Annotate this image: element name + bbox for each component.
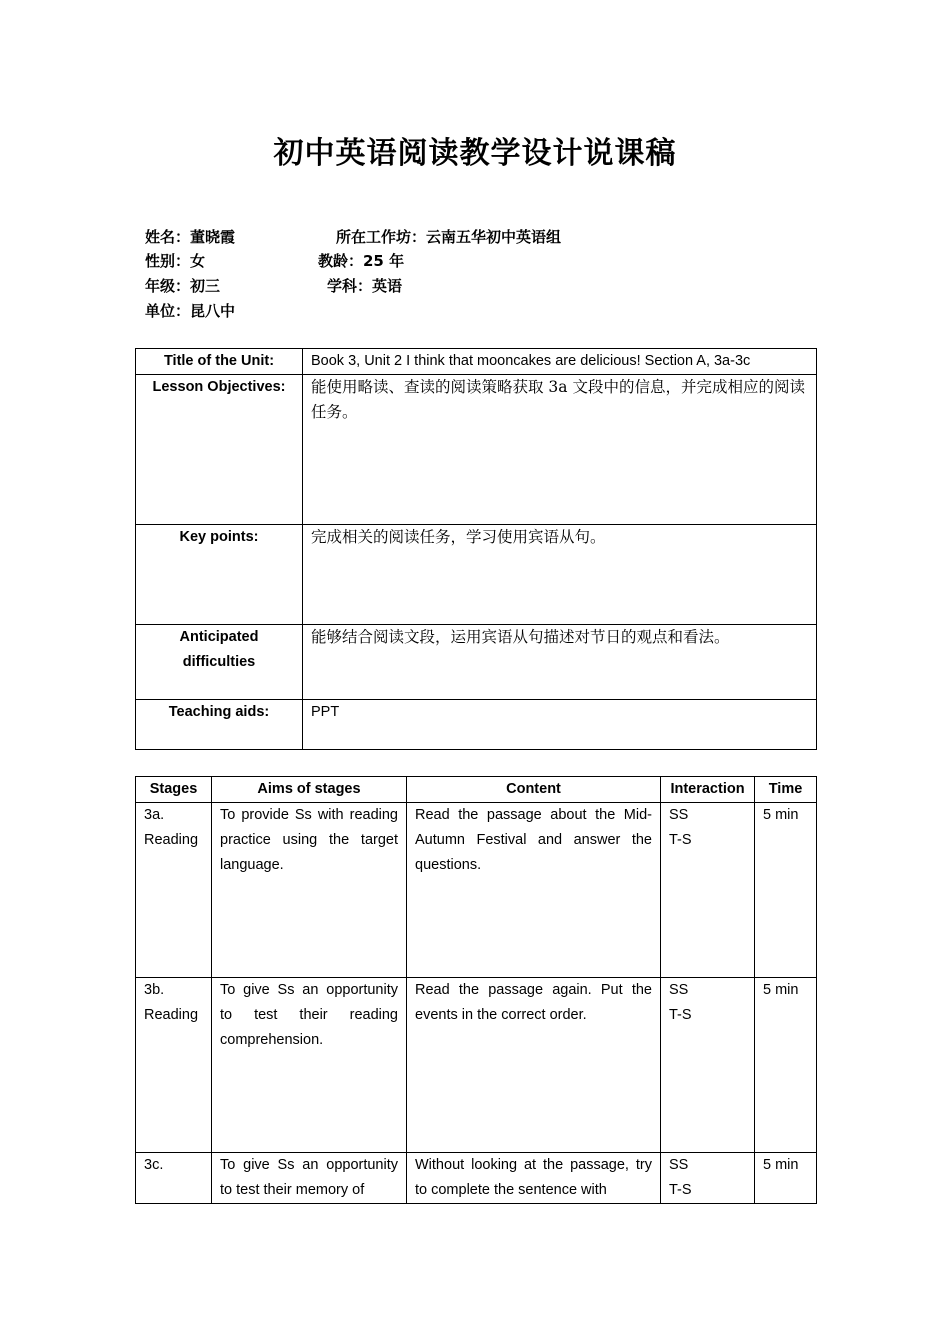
- teaching-aids-label: Teaching aids:: [136, 700, 303, 750]
- header-content: Content: [407, 777, 661, 803]
- teaching-aids-value: PPT: [303, 700, 817, 750]
- table-row: [136, 625, 817, 700]
- unit-title-value: Book 3, Unit 2 I think that mooncakes are delicious! Section A, 3a-3c: [303, 349, 817, 375]
- table-row: [136, 375, 817, 525]
- teacher-name: 姓名：董晓霞: [145, 228, 236, 246]
- difficulties-value: 能够结合阅读文段，运用宾语从句描述对节日的观点和看法。: [303, 625, 817, 700]
- content-cell: Read the passage about the Mid-Autumn Festival and answer the questions.: [407, 803, 661, 978]
- stage-type: Reading: [144, 832, 199, 848]
- table-header-row: [136, 777, 817, 803]
- objectives-value: 能使用略读、查读的阅读策略获取 3a 文段中的信息，并完成相应的阅读任务。: [303, 375, 817, 525]
- header-time: Time: [755, 777, 817, 803]
- teacher-grade: 年级：初三: [145, 277, 221, 295]
- key-points-label: Key points:: [136, 525, 303, 625]
- interaction-cell: [661, 803, 755, 978]
- lesson-summary-table: [135, 348, 817, 750]
- interaction-cell: [661, 978, 755, 1153]
- aim-cell: To give Ss an opportunity to test their memory of: [212, 1153, 407, 1204]
- header-aims: Aims of stages: [212, 777, 407, 803]
- table-row: [136, 349, 817, 375]
- header-stages: Stages: [136, 777, 212, 803]
- stages-table: [135, 776, 817, 1204]
- interaction-mode: T-S: [669, 832, 692, 848]
- stage-number: 3c.: [144, 1157, 164, 1173]
- teaching-years: 教龄：25 年: [318, 252, 405, 270]
- table-row: [136, 978, 817, 1153]
- teacher-workshop: 所在工作坊：云南五华初中英语组: [336, 228, 562, 246]
- teacher-gender: 性别：女: [145, 252, 206, 270]
- difficulties-label-line2: difficulties: [182, 654, 256, 670]
- aim-cell: To provide Ss with reading practice using the target language.: [212, 803, 407, 978]
- stage-type: Reading: [144, 1007, 199, 1023]
- unit-title-label: Title of the Unit:: [136, 349, 303, 375]
- interaction-mode: SS: [669, 807, 689, 823]
- interaction-mode: T-S: [669, 1007, 692, 1023]
- stage-cell: [136, 803, 212, 978]
- time-cell: 5 min: [755, 978, 817, 1153]
- aim-cell: To give Ss an opportunity to test their reading comprehension.: [212, 978, 407, 1153]
- table-row: [136, 1153, 817, 1204]
- stage-cell: [136, 1153, 212, 1204]
- stage-number: 3a.: [144, 807, 165, 823]
- time-cell: 5 min: [755, 1153, 817, 1204]
- header-interaction: Interaction: [661, 777, 755, 803]
- time-cell: 5 min: [755, 803, 817, 978]
- document-title: 初中英语阅读教学设计说课稿: [273, 136, 677, 171]
- teacher-unit: 单位：昆八中: [145, 302, 236, 320]
- table-row: [136, 700, 817, 750]
- key-points-value: 完成相关的阅读任务，学习使用宾语从句。: [303, 525, 817, 625]
- content-cell: Read the passage again. Put the events in the correct order.: [407, 978, 661, 1153]
- table-row: [136, 525, 817, 625]
- difficulties-label-line1: Anticipated: [179, 629, 259, 645]
- stage-cell: [136, 978, 212, 1153]
- interaction-mode: T-S: [669, 1182, 692, 1198]
- teacher-subject: 学科：英语: [327, 277, 403, 295]
- table-row: [136, 803, 817, 978]
- difficulties-label: [136, 625, 303, 700]
- interaction-mode: SS: [669, 1157, 689, 1173]
- content-cell: Without looking at the passage, try to complete the sentence with: [407, 1153, 661, 1204]
- interaction-cell: [661, 1153, 755, 1204]
- stage-number: 3b.: [144, 982, 165, 998]
- objectives-label: Lesson Objectives:: [136, 375, 303, 525]
- interaction-mode: SS: [669, 982, 689, 998]
